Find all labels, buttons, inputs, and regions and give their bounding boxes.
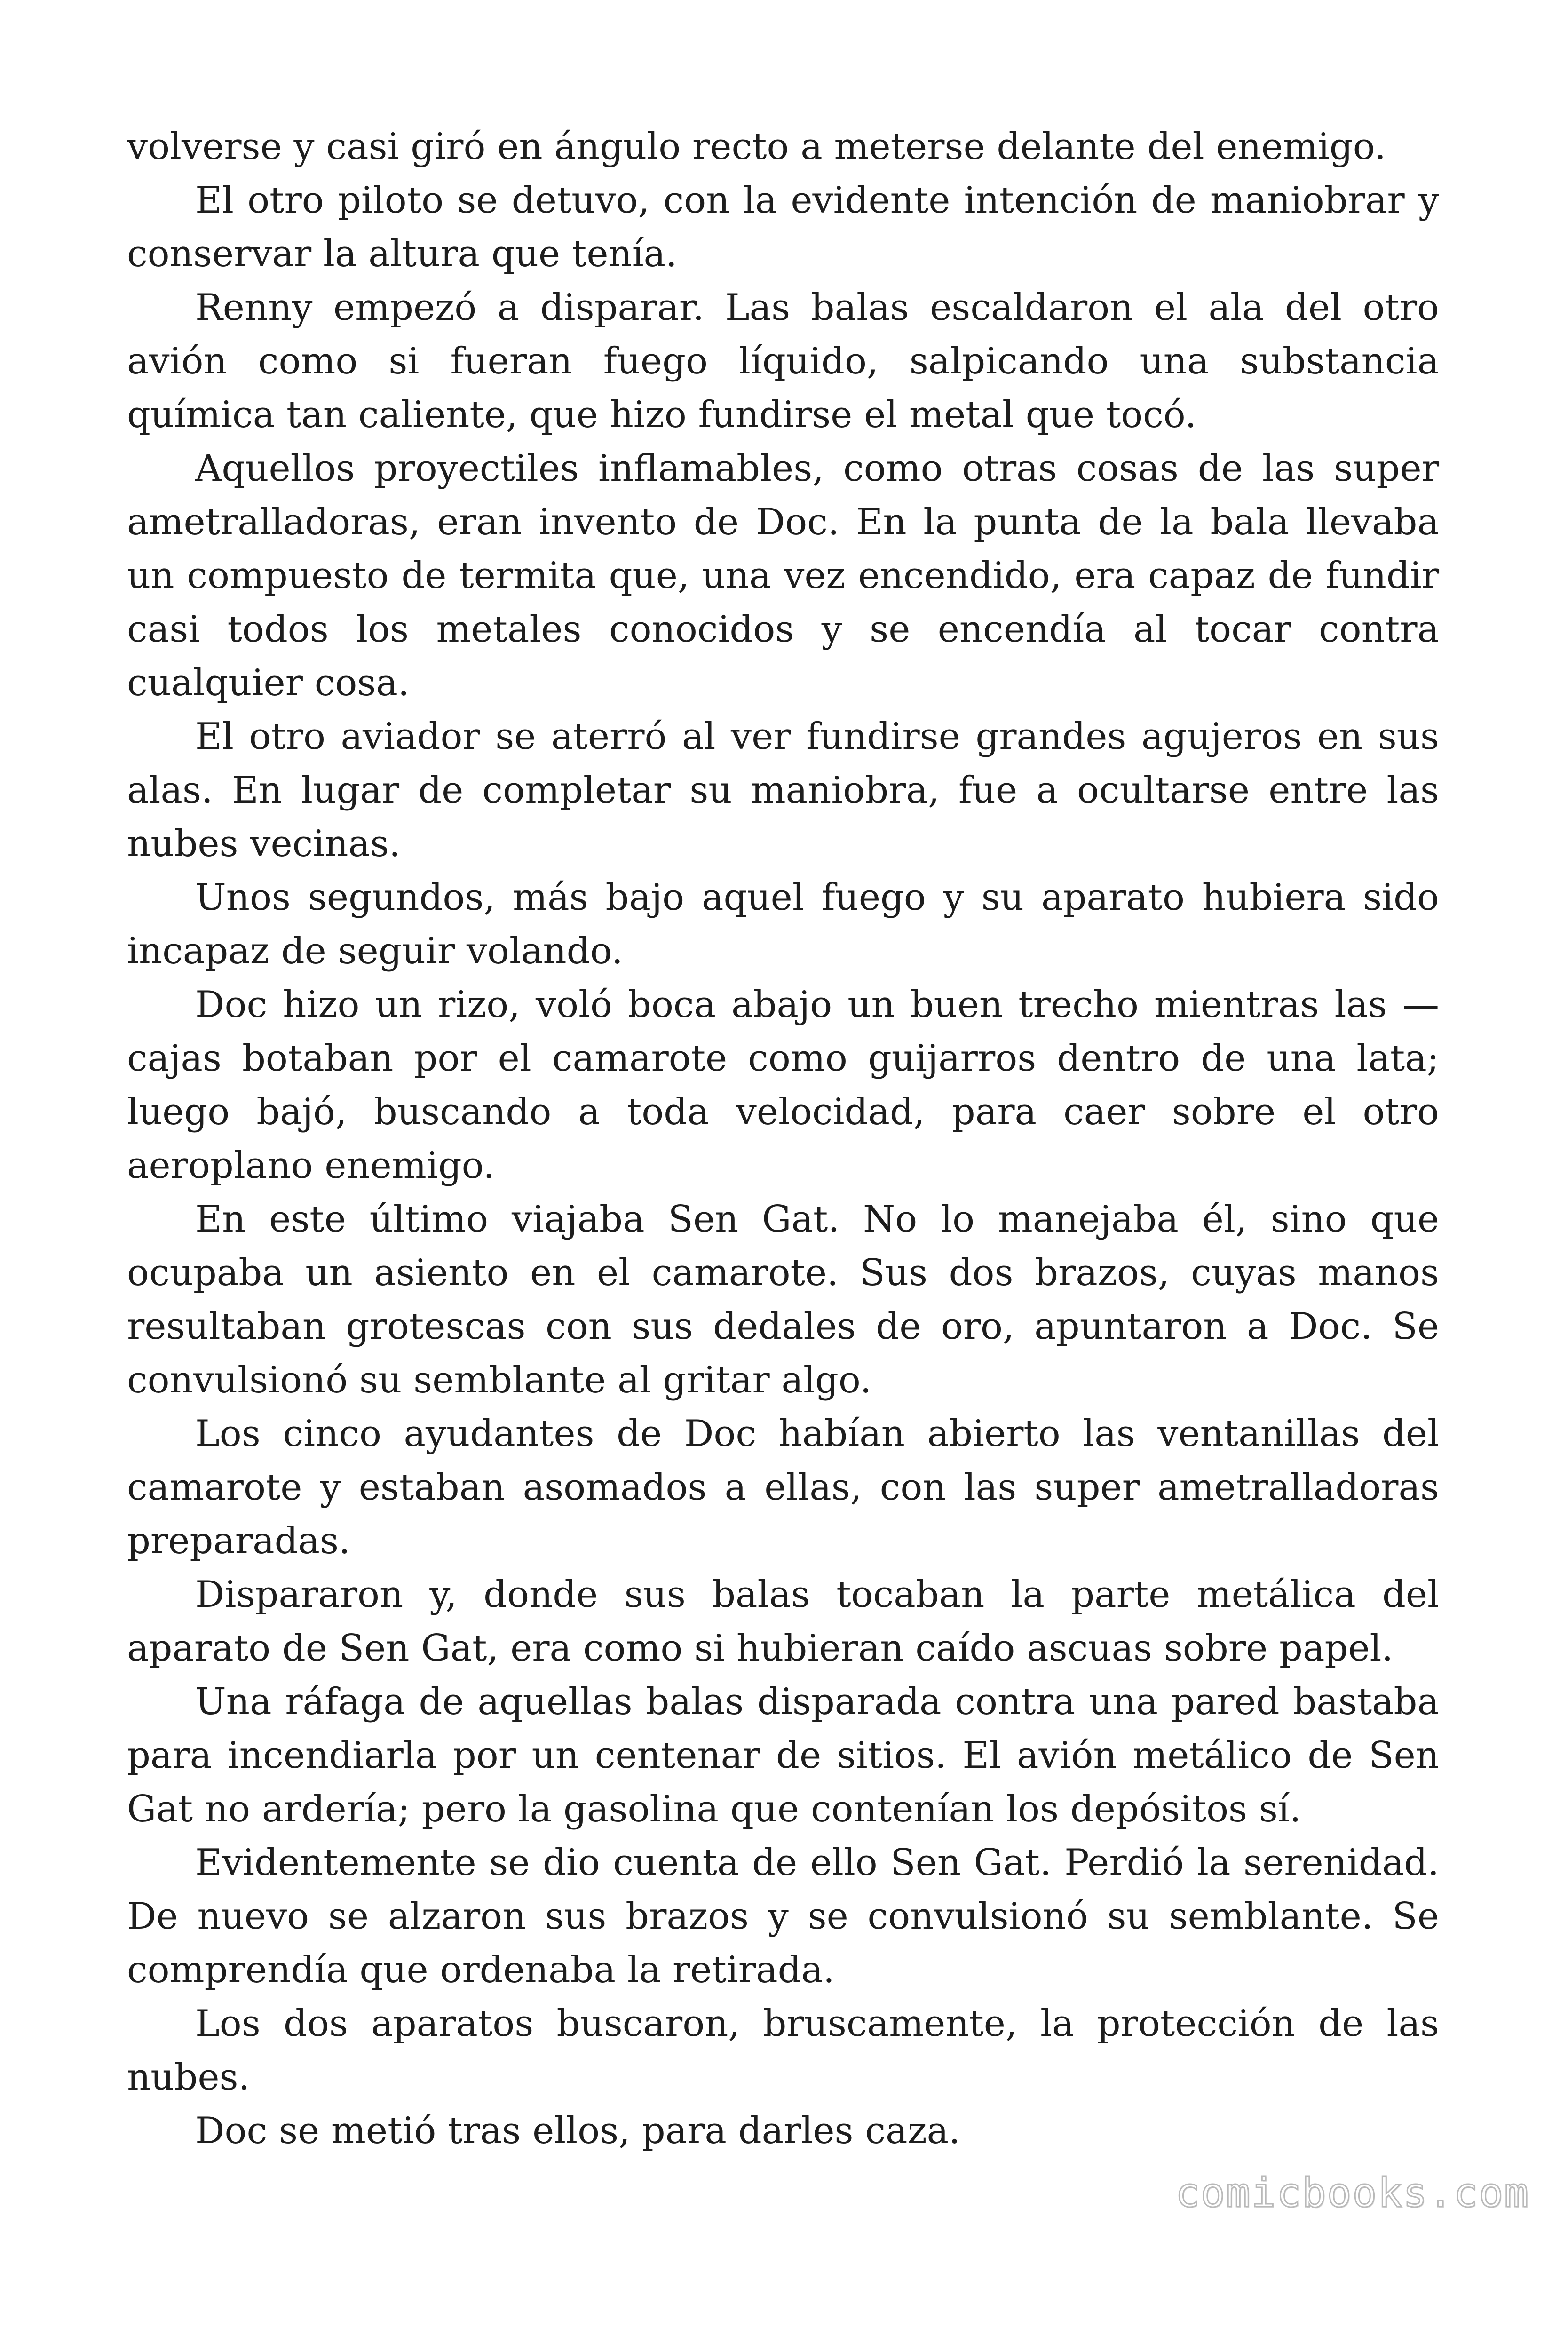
paragraph-12: Evidentemente se dio cuenta de ello Sen Gat. Perdió la serenidad. De nuevo se alzaron sus brazos y se convulsionó su semblante. Se comprendía que ordenaba la retirada.: [127, 1842, 1439, 1991]
paragraph-3: Renny empezó a disparar. Las balas escaldaron el ala del otro avión como si fueran fuego líquido, salpicando una substancia química tan caliente, que hizo fundirse el metal que tocó.: [127, 286, 1439, 436]
paragraph-7: Doc hizo un rizo, voló boca abajo un buen trecho mientras las — cajas botaban por el camarote como guijarros dentro de una lata; luego bajó, buscando a toda velocidad, para caer sobre el otro aeroplano enemigo.: [127, 984, 1439, 1187]
paragraph-14: Doc se metió tras ellos, para darles caza.: [195, 2110, 960, 2152]
paragraph-2: El otro piloto se detuvo, con la evidente intención de maniobrar y conservar la altura que tenía.: [127, 179, 1439, 275]
watermark: comicbooks.com: [1175, 2169, 1529, 2217]
paragraph-6: Unos segundos, más bajo aquel fuego y su aparato hubiera sido incapaz de seguir volando.: [127, 876, 1439, 972]
paragraph-10: Dispararon y, donde sus balas tocaban la parte metálica del aparato de Sen Gat, era como si hubieran caído ascuas sobre papel.: [127, 1573, 1439, 1669]
paragraph-4: Aquellos proyectiles inflamables, como otras cosas de las super ametralladoras, eran invento de Doc. En la punta de la bala llevaba un compuesto de termita que, una vez encendido, era capaz de fundir casi todos los metales conocidos y se encendía al tocar contra cualquier cosa.: [127, 447, 1439, 704]
paragraph-1: volverse y casi giró en ángulo recto a meterse delante del enemigo.: [127, 126, 1386, 168]
paragraph-13: Los dos aparatos buscaron, bruscamente, la protección de las nubes.: [127, 2002, 1439, 2098]
paragraph-8: En este último viajaba Sen Gat. No lo manejaba él, sino que ocupaba un asiento en el camarote. Sus dos brazos, cuyas manos resultaban grotescas con sus dedales de oro, apuntaron a Doc. Se convulsionó su semblante al gritar algo.: [127, 1198, 1439, 1401]
paragraph-11: Una ráfaga de aquellas balas disparada contra una pared bastaba para incendiarla por un centenar de sitios. El avión metálico de Sen Gat no ardería; pero la gasolina que contenían los depósitos sí.: [127, 1681, 1439, 1830]
paragraph-5: El otro aviador se aterró al ver fundirse grandes agujeros en sus alas. En lugar de completar su maniobra, fue a ocultarse entre las nubes vecinas.: [127, 715, 1439, 865]
paragraph-9: Los cinco ayudantes de Doc habían abierto las ventanillas del camarote y estaban asomados a ellas, con las super ametralladoras preparadas.: [127, 1413, 1439, 1562]
page-text: [127, 120, 1439, 2158]
